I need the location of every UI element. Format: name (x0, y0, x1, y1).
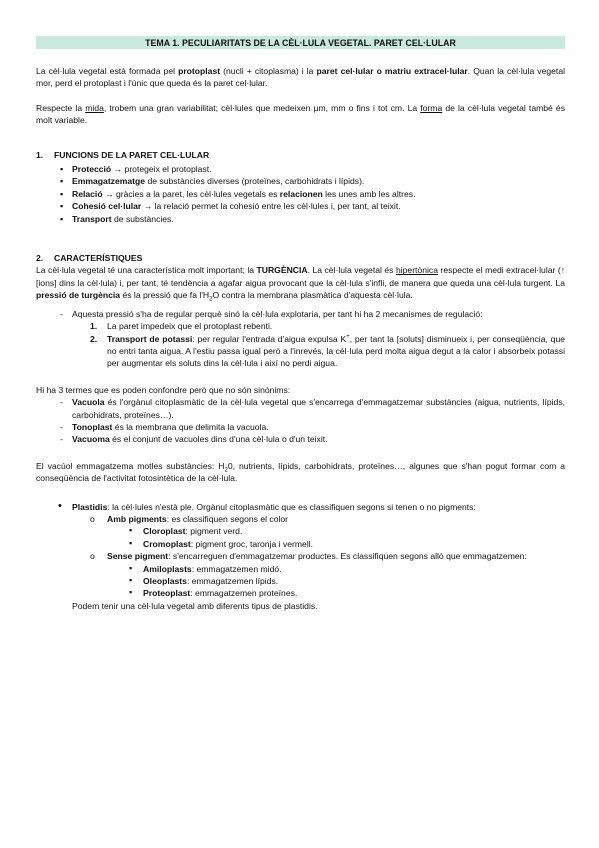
item-text: : pigment verd. (185, 526, 243, 537)
section-title: FUNCIONS DE LA PARET CEL·LULAR (54, 149, 210, 160)
list-item (36, 175, 565, 187)
list-item (36, 563, 565, 575)
amb-pigments-item (36, 513, 565, 525)
term-pressio-turgencia: pressió de turgència (36, 290, 121, 301)
item-text: de substàncies. (111, 213, 174, 224)
item-number: 2. (90, 333, 98, 344)
item-term: Sense pigment (107, 551, 169, 562)
text: O contra la membrana plasmàtica d'aquesta cèl·lula. (212, 290, 413, 301)
dash-marker: - (60, 434, 63, 445)
text: respecte el medi extracel·lular (↑ [ions] dins la cèl·lula) i, per tant, té tendència a agafar aigua provocant que la cèl·lula s'infli, de manera que queda una cèl·lula turgent. La (36, 265, 565, 288)
plastidis-item (36, 501, 565, 513)
item-text: : emmagatzemen lípids. (186, 576, 279, 586)
list-item (36, 320, 565, 332)
text: Respecte la (36, 102, 86, 113)
square-marker: ▪ (129, 537, 133, 548)
intro-paragraph-1 (36, 65, 565, 90)
term-forma: forma (420, 102, 443, 113)
term-mida: mida (85, 102, 104, 113)
item-term: Transport (72, 213, 112, 224)
regulation-dash-item (36, 308, 565, 320)
item-text: : la cèl·lules n'està ple. Orgànul citoplasmàtic que es classifiquen segons si tenen o no pigments: (107, 501, 476, 512)
bullet-marker: • (58, 499, 62, 512)
item-term: Emmagatzematge (72, 176, 146, 187)
item-term: Tonoplast (72, 421, 113, 432)
item-term: Plastidis (72, 501, 108, 512)
item-text: , per tant la [soluts] disminueix i, per conseqüència, que no entri tanta aigua. A l'estiu passa igual però a l'inrevés, la cèl·lula perd molta aigua degut a la calor i absorbeix potassi per augmentar els soluts dins la cèl·lula i així no perdi aigua. (107, 333, 565, 369)
item-text: : es classifiquen segons el color (166, 513, 289, 524)
square-marker: ▪ (129, 587, 133, 598)
text: , trobem una gran variabilitat; cèl·lules que medeixen µm, mm o fins i tot cm. La (103, 102, 421, 113)
term-protoplast: protoplast (178, 66, 221, 76)
dash-marker: - (60, 308, 63, 319)
item-text: les unes amb les altres. (322, 188, 416, 199)
functions-list (36, 163, 565, 225)
term-hipertonica: hipertònica (395, 265, 438, 276)
section-2-heading (36, 252, 565, 264)
list-item (36, 163, 565, 175)
text: . La cèl·lula vegetal és (307, 265, 396, 276)
square-marker: ▪ (129, 575, 133, 585)
item-text: → la relació permet la cohesió entre les cèl·lules i, per tant, al teixit. (141, 201, 401, 212)
item-term: Vacuoma (72, 434, 110, 445)
item-text: és la membrana que delimita la vacuola. (112, 421, 269, 432)
vacuole-paragraph (36, 460, 565, 485)
text: El vacúol emmagatzema motles substàncies: H (36, 460, 225, 471)
item-term: relacionen (279, 188, 323, 199)
page-title: TEMA 1. PECULIARITATS DE LA CÈL·LULA VEGETAL. PARET CEL·LULAR (36, 36, 565, 49)
regulation-list (36, 320, 565, 370)
section-number: 2. (36, 253, 44, 264)
item-number: 1. (90, 321, 98, 332)
text: de la cèl·lula vegetal també és molt variable. (36, 102, 565, 126)
list-item (36, 538, 565, 550)
text: Aquesta pressió s'ha de regular perquè sinó la cèl·lula explotaria, per tant hi ha 2 mecanismes de regulació: (72, 308, 483, 319)
text: (nucli + citoplasma) i la (220, 66, 317, 76)
terms-intro: Hi ha 3 termes que es poden confondre però que no són sinònims: (36, 384, 291, 395)
circle-marker: o (90, 513, 95, 524)
item-term: Cloroplast (143, 526, 186, 537)
list-item (36, 213, 565, 225)
list-item (36, 333, 565, 370)
text: La cèl·lula vegetal està formada pel (36, 66, 179, 76)
item-term: Proteoplast (143, 588, 191, 599)
list-item (36, 525, 565, 537)
item-term: Relació (72, 188, 103, 199)
item-text: és el conjunt de vacuoles dins d'una cèl·lula o d'un teixit. (109, 434, 328, 445)
item-text: : pigment groc, taronja i vermell. (190, 538, 314, 549)
square-marker: ▪ (129, 562, 133, 573)
item-term: Protecció (72, 164, 112, 175)
item-term: Amiloplasts (143, 563, 192, 574)
list-item (36, 200, 565, 212)
item-term: Cromoplast (143, 538, 191, 549)
circle-marker: o (90, 551, 95, 562)
item-text: : per regular l'entrada d'aigua expulsa K (192, 333, 347, 344)
text: . Quan la cèl·lula vegetal mor, perd el protoplast i l'únic que queda és la paret cel·lular. (36, 66, 566, 89)
intro-paragraph-2 (36, 102, 565, 127)
closing-line: Podem tenir una cèl·lula vegetal amb diferents tipus de plastidis. (72, 600, 318, 611)
text: 0, nutrients, lípids, carbohidrats, proteïnes…, algunes que s'han pogut formar com a conseqüència de l'activitat fotosintètica de la cèl·lula. (36, 460, 566, 484)
item-term: Transport de potassi (107, 333, 193, 344)
superscript: + (346, 333, 350, 340)
sense-pigment-item (36, 550, 565, 562)
item-text: → protegeix el protoplast. (111, 164, 212, 175)
dash-marker: - (60, 421, 63, 432)
item-term: Amb pigments (107, 513, 167, 524)
item-text: : emmagatzemen proteïnes. (190, 588, 298, 599)
subscript: 2 (209, 297, 213, 303)
term-paret-cellular: paret cel·lular o matriu extracel·lular (316, 66, 468, 76)
item-text: : emmagatzemen midó. (191, 563, 282, 574)
term-item (36, 433, 565, 445)
item-text: La paret impedeix que el protoplast rebenti. (107, 321, 273, 332)
term-item (36, 421, 565, 433)
list-item (36, 575, 565, 587)
text: és la pressió que fa l'H (120, 290, 210, 301)
section-1-heading (36, 149, 565, 161)
section-number: 1. (36, 149, 44, 160)
list-item (36, 188, 565, 200)
section-title: CARACTERÍSTIQUES (54, 253, 143, 264)
item-text: → gràcies a la paret, les cèl·lules vegetals es (102, 188, 280, 199)
term-turgencia: TURGÈNCIA (256, 265, 308, 276)
square-marker: ▪ (129, 525, 133, 536)
list-item (36, 587, 565, 599)
item-term: Cohesió cel·lular (72, 201, 142, 212)
item-text: de substàncies diverses (proteïnes, carbohidrats i lípids). (145, 176, 365, 187)
dash-marker: - (60, 397, 63, 408)
item-term: Vacuola (72, 397, 105, 408)
item-text: és l'orgànul citoplasmàtic de la cèl·lula vegetal que s'encarrega d'emmagatzemar substàncies (aigua, nutrients, lípids, carbohidrats, proteïnes…). (72, 397, 565, 420)
item-text: : s'encarreguen d'emmagatzemar productes. Es classifiquen segons allò que emmagatzemen: (168, 551, 527, 562)
subscript: 2 (224, 467, 228, 474)
term-item (36, 396, 565, 421)
turgencia-paragraph (36, 264, 565, 301)
item-term: Oleoplasts (143, 576, 187, 586)
text: La cèl·lula vegetal té una característica molt important; la (36, 265, 257, 276)
document-page (36, 36, 565, 612)
